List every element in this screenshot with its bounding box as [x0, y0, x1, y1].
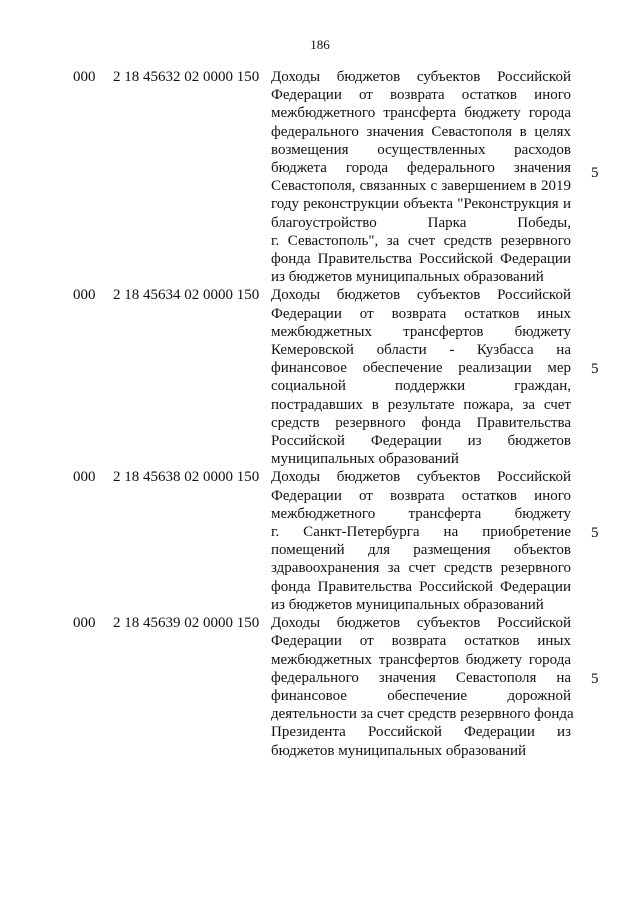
admin-code: 000 [73, 469, 96, 486]
admin-code: 000 [73, 287, 96, 304]
description-line: Доходы бюджетов субъектов Российской [271, 287, 571, 304]
list-item [0, 68, 640, 286]
entry-description [271, 614, 574, 760]
description-line: Доходы бюджетов субъектов Российской [271, 615, 571, 632]
description-line: социальной поддержки граждан, [271, 378, 571, 395]
description-line: Севастополя, связанных с завершением в 2019 [271, 178, 571, 195]
description-line: федерального значения Севастополя в целях [271, 123, 571, 140]
budget-classification-code: 2 18 45634 02 0000 150 [113, 287, 260, 304]
description-line: г. Санкт-Петербурга на приобретение [271, 524, 571, 541]
budget-classification-code: 2 18 45638 02 0000 150 [113, 469, 260, 486]
description-line: федерального значения Севастополя на [271, 669, 571, 686]
description-line: межбюджетного трансферта бюджету [271, 505, 571, 522]
entry-amount: 5 [591, 165, 599, 181]
description-line: Доходы бюджетов субъектов Российской [271, 69, 571, 85]
description-line: фонда Правительства Российской Федерации [271, 578, 571, 595]
budget-classification-code: 2 18 45632 02 0000 150 [113, 69, 260, 85]
list-item [0, 286, 640, 468]
description-line: помещений для размещения объектов [271, 542, 571, 559]
description-line: благоустройство Парка Победы, [271, 214, 571, 231]
description-line: из бюджетов муниципальных образований [271, 596, 544, 613]
list-item [0, 468, 640, 614]
description-line: финансовое обеспечение реализации мер [271, 360, 571, 377]
entry-description [271, 286, 571, 468]
description-line: из бюджетов муниципальных образований [271, 269, 544, 286]
description-line: здравоохранения за счет средств резервного [271, 560, 571, 577]
description-line: муниципальных образований [271, 451, 459, 468]
description-line: возмещения осуществленных расходов [271, 141, 571, 158]
admin-code: 000 [73, 69, 96, 85]
description-line: фонда Правительства Российской Федерации [271, 251, 571, 268]
description-line: деятельности за счет средств резервного фонда [271, 706, 574, 723]
description-line: Президента Российской Федерации из [271, 724, 571, 741]
page-number: 186 [310, 37, 330, 52]
description-line: средств резервного фонда Правительства [271, 414, 571, 431]
description-line: пострадавших в результате пожара, за счет [271, 396, 571, 413]
description-line: Федерации от возврата остатков иного [271, 87, 571, 104]
description-line: Федерации от возврата остатков иных [271, 633, 571, 650]
budget-classification-code: 2 18 45639 02 0000 150 [113, 615, 260, 632]
description-line: Федерации от возврата остатков иных [271, 305, 571, 322]
entry-description [271, 468, 571, 614]
description-line: Кемеровской области - Кузбасса на [271, 342, 571, 359]
description-line: Российской Федерации из бюджетов [271, 433, 571, 450]
admin-code: 000 [73, 615, 96, 632]
description-line: г. Севастополь", за счет средств резервного [271, 232, 571, 249]
description-line: Доходы бюджетов субъектов Российской [271, 469, 571, 486]
description-line: финансовое обеспечение дорожной [271, 687, 571, 704]
description-line: межбюджетного трансферта бюджету города [271, 105, 571, 122]
entry-description [271, 68, 571, 286]
budget-codes-list [0, 68, 640, 760]
description-line: году реконструкции объекта "Реконструкция и [271, 196, 571, 213]
list-item [0, 614, 640, 760]
description-line: Федерации от возврата остатков иного [271, 487, 571, 504]
entry-amount: 5 [591, 361, 599, 378]
description-line: бюджета города федерального значения [271, 160, 571, 177]
description-line: межбюджетных трансфертов бюджету города [271, 651, 571, 668]
entry-amount: 5 [591, 525, 599, 542]
entry-amount: 5 [591, 671, 599, 688]
description-line: бюджетов муниципальных образований [271, 742, 527, 759]
description-line: межбюджетных трансфертов бюджету [271, 323, 571, 340]
